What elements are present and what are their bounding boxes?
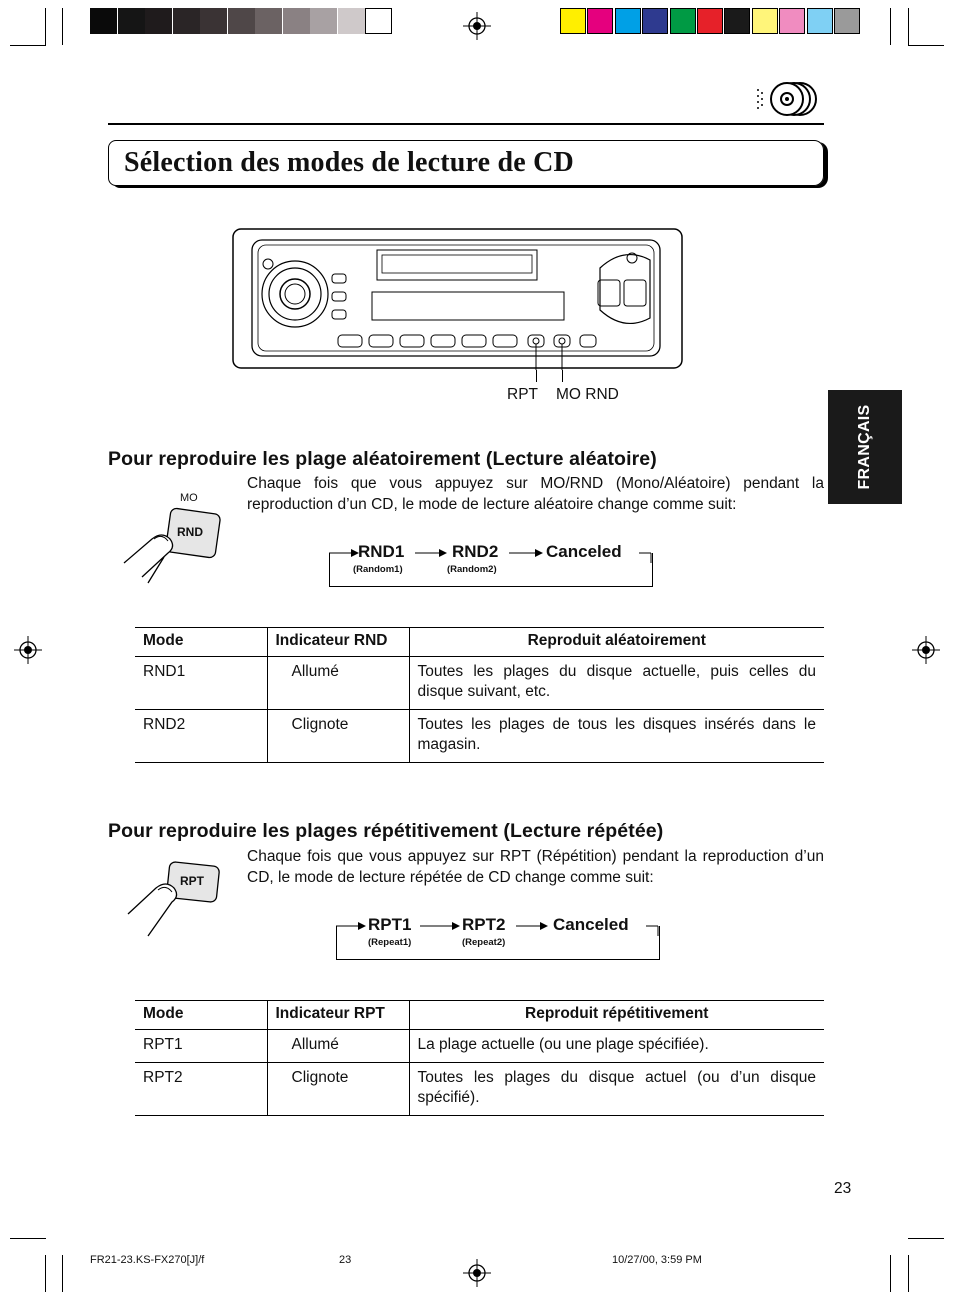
table-header: Indicateur RPT [267, 1001, 409, 1030]
crop-mark [908, 8, 909, 45]
repeat-description: Chaque fois que vous appuyez sur RPT (Répétition) pendant la reproduction d’un CD, le mode de lecture répétée de CD change comme suit: [247, 848, 824, 886]
language-tab-label: FRANÇAIS [856, 404, 873, 490]
table-cell: La plage actuelle (ou une plage spécifiée). [409, 1030, 824, 1063]
leader-line [536, 370, 537, 382]
color-swatch [807, 8, 833, 34]
color-swatch [615, 8, 641, 34]
finger-press-rnd-icon [118, 505, 222, 585]
color-swatch [752, 8, 778, 34]
color-swatch [834, 8, 860, 34]
crop-mark [10, 1238, 46, 1239]
page-number: 23 [834, 1180, 852, 1197]
table-cell: RND2 [135, 710, 267, 763]
flow-rnd1-sub: (Random1) [353, 564, 403, 575]
table-header: Reproduit répétitivement [409, 1001, 824, 1030]
gray-swatch [365, 8, 392, 34]
flow-rnd2: RND2 [452, 542, 499, 561]
crop-mark [908, 45, 944, 46]
color-swatch [697, 8, 723, 34]
color-swatch [587, 8, 613, 34]
flow-rpt2-sub: (Repeat2) [462, 937, 506, 948]
registration-mark-icon [14, 636, 42, 664]
gray-swatch [200, 8, 227, 34]
car-stereo-illustration [232, 228, 684, 370]
table-header: Indicateur RND [267, 628, 409, 657]
finger-press-rpt-icon [124, 858, 224, 942]
table-cell: RPT1 [135, 1030, 267, 1063]
color-swatch [724, 8, 750, 34]
table-cell: Toutes les plages du disque actuel (ou d’un disque spécifié). [409, 1063, 824, 1116]
flow-rpt1-sub: (Repeat1) [368, 937, 412, 948]
mo-label: MO [180, 492, 198, 504]
table-cell: Clignote [267, 710, 409, 763]
registration-mark-icon [912, 636, 940, 664]
crop-mark [62, 1255, 63, 1292]
cd-stack-icon [752, 80, 822, 118]
table-cell: RND1 [135, 657, 267, 710]
table-cell: Allumé [267, 1030, 409, 1063]
table-header: Reproduit aléatoirement [409, 628, 824, 657]
flow-canceled: Canceled [546, 542, 622, 561]
table-cell: Clignote [267, 1063, 409, 1116]
table-row [135, 710, 824, 763]
flow-rpt2: RPT2 [462, 915, 506, 934]
repeat-heading: Pour reproduire les plages répétitivement (Lecture répétée) [108, 820, 664, 842]
flow-rpt1: RPT1 [368, 915, 412, 934]
table-cell: Allumé [267, 657, 409, 710]
flow-canceled: Canceled [553, 915, 629, 934]
flow-rnd1: RND1 [358, 542, 405, 561]
random-description: Chaque fois que vous appuyez sur MO/RND (Mono/Aléatoire) pendant la reproduction d’un CD, le mode de lecture aléatoire change comme suit: [247, 475, 824, 513]
table-header: Mode [135, 628, 267, 657]
gray-swatch [283, 8, 310, 34]
gray-swatch [118, 8, 145, 34]
table-row [135, 1030, 824, 1063]
gray-swatch [310, 8, 337, 34]
color-swatch [670, 8, 696, 34]
color-swatch [560, 8, 586, 34]
header-rule [108, 123, 824, 125]
registration-mark-icon [463, 1259, 491, 1287]
random-table [135, 627, 824, 763]
crop-mark [890, 8, 891, 45]
random-heading: Pour reproduire les plage aléatoirement (Lecture aléatoire) [108, 448, 657, 470]
table-cell: Toutes les plages du disque actuelle, puis celles du disque suivant, etc. [409, 657, 824, 710]
footer-file: FR21-23.KS-FX270[J]/f [90, 1254, 205, 1266]
color-swatch [779, 8, 805, 34]
registration-mark-icon [463, 12, 491, 40]
rnd-button-label: RND [177, 525, 203, 539]
crop-mark [908, 1255, 909, 1292]
gray-swatch [228, 8, 255, 34]
rpt-button-label: RPT [180, 874, 204, 888]
repeat-table [135, 1000, 824, 1116]
table-row [135, 1063, 824, 1116]
footer-date: 10/27/00, 3:59 PM [612, 1254, 702, 1266]
table-header: Mode [135, 1001, 267, 1030]
footer-page: 23 [339, 1254, 352, 1266]
crop-mark [908, 1238, 944, 1239]
leader-line [562, 370, 563, 382]
table-header-row [135, 1001, 824, 1030]
page-title: Sélection des modes de lecture de CD [124, 147, 574, 178]
crop-mark [10, 45, 46, 46]
gray-swatch [338, 8, 365, 34]
table-cell: RPT2 [135, 1063, 267, 1116]
gray-swatch [145, 8, 172, 34]
table-cell: Toutes les plages de tous les disques insérés dans le magasin. [409, 710, 824, 763]
crop-mark [45, 1255, 46, 1292]
table-header-row [135, 628, 824, 657]
rpt-callout: RPT [507, 386, 538, 403]
color-swatch [642, 8, 668, 34]
gray-swatch [173, 8, 200, 34]
gray-swatch [90, 8, 117, 34]
mo-rnd-callout: MO RND [556, 386, 619, 403]
language-tab [828, 390, 902, 504]
table-row [135, 657, 824, 710]
crop-mark [62, 8, 63, 45]
crop-mark [45, 8, 46, 45]
crop-mark [890, 1255, 891, 1292]
gray-swatch [255, 8, 282, 34]
flow-rnd2-sub: (Random2) [447, 564, 497, 575]
